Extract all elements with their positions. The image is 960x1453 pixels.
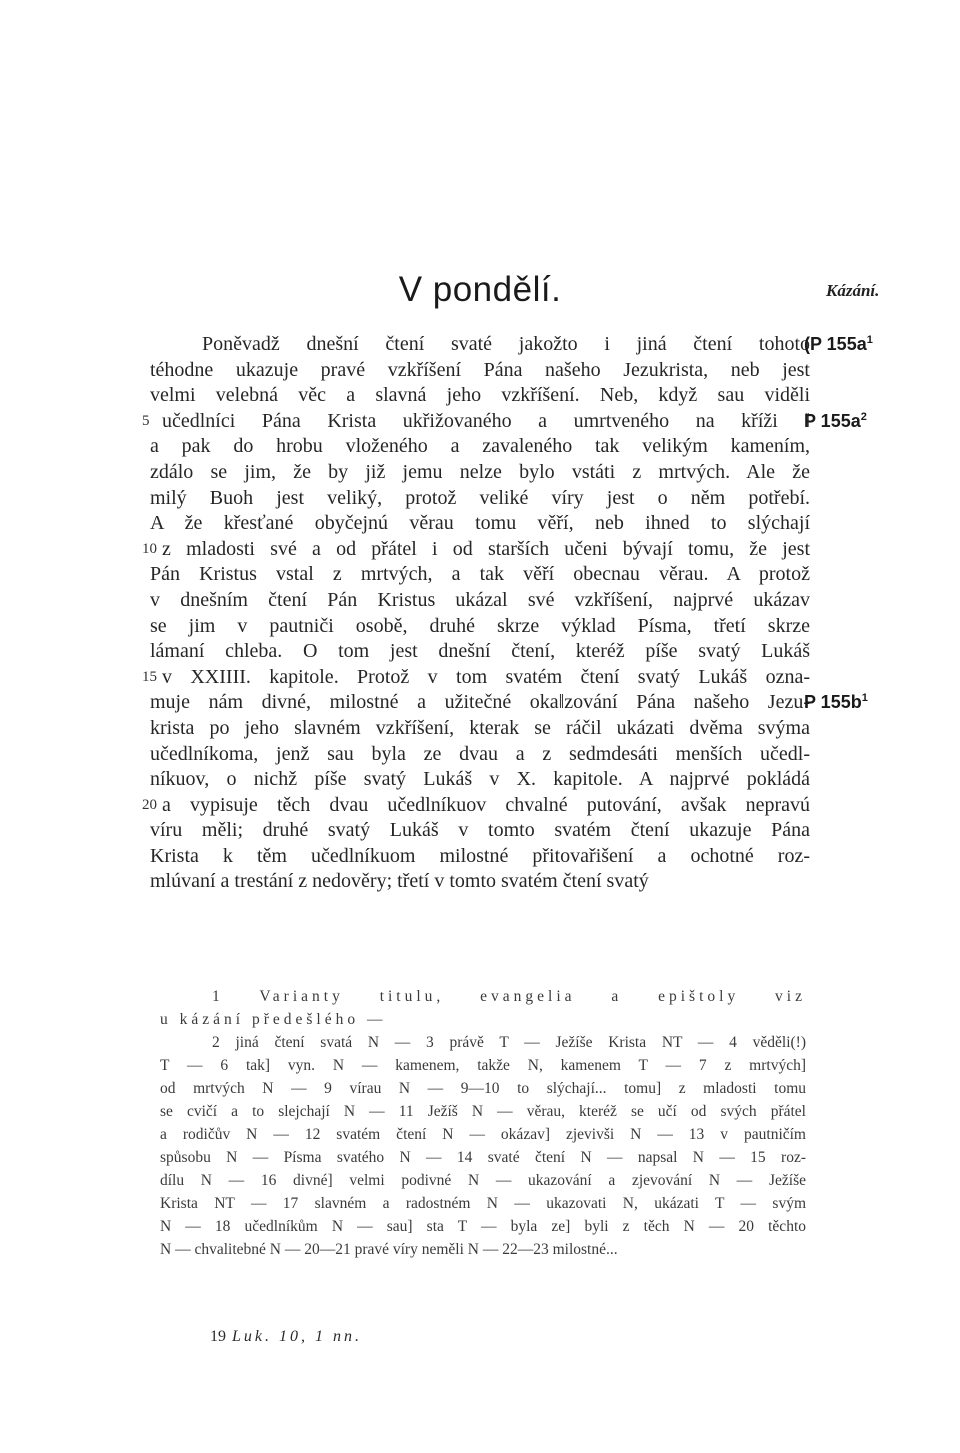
title-margin-note: Kázání. — [826, 281, 880, 300]
line-number: 20 — [142, 796, 157, 813]
text-line-content: zdálo se jim, že by již jemu nelze bylo vstáti z mrtvých. Ale že — [150, 460, 810, 483]
footnote-line: a rodičův N — 12 svatém čtení N — okázav] zjevivši N — 13 v pautničím — [160, 1126, 806, 1143]
footnote-line: T — 6 tak] vyn. N — kamenem, takže N, kamenem T — 7 z mrtvých] — [160, 1057, 806, 1074]
manuscript-page-reference — [804, 411, 867, 432]
text-line-content: milý Buoh jest veliký, protož veliké víry jest o něm potřebí. — [150, 486, 810, 509]
manuscript-page-label: P 155a — [804, 410, 861, 431]
text-line — [150, 844, 810, 870]
footnote-line: dílu N — 16 divné] velmi podivné N — ukazování a zjevování N — Ježíše — [160, 1172, 806, 1189]
manuscript-page-label: (P 155a — [804, 334, 867, 354]
line-number: 15 — [142, 668, 157, 685]
text-line — [150, 869, 810, 895]
text-line-content: z mladosti své a od přátel i od starších učeni bývají tomu, že jest — [162, 537, 810, 560]
manuscript-page-reference — [804, 334, 873, 355]
text-line — [150, 332, 810, 358]
text-line — [150, 383, 810, 409]
footnote-line: 2 jiná čtení svatá N — 3 právě T — Ježíše Krista NT — 4 věděli(!) — [212, 1034, 806, 1051]
text-line — [142, 537, 810, 563]
text-line — [150, 716, 810, 742]
footnote-line: N — chvalitebné N — 20—21 pravé víry neměli N — 22—23 milostné... — [160, 1241, 618, 1258]
text-line-content: muje nám divné, milostné a užitečné oka‖zování Pána našeho Jezu- — [150, 691, 810, 714]
text-line — [142, 793, 810, 819]
line-number: 5 — [142, 412, 150, 429]
manuscript-page-sup: 1 — [866, 334, 873, 346]
text-line-content: a pak do hrobu vloženého a zavaleného tak velikým kamením, — [150, 435, 810, 458]
text-line-content: se jim v pautniči osobě, druhé skrze výklad Písma, třetí skrze — [150, 614, 810, 637]
footnotes — [160, 985, 806, 1261]
footnote-reference-number: 19 — [210, 1328, 226, 1345]
line-number: 10 — [142, 540, 157, 557]
footnote-line: N — 18 učedlníkům N — sau] sta T — byla ze] byli z těch N — 20 těchto — [160, 1218, 806, 1235]
footnote-reference-text: Luk. 10, 1 nn. — [232, 1328, 362, 1345]
text-line-content: Pán Kristus vstal z mrtvých, a tak věří obecnau věrau. A protož — [150, 563, 810, 586]
text-line-content: krista po jeho slavném vzkříšení, kterak se ráčil ukázati dvěma svýma — [150, 716, 810, 739]
text-line — [150, 742, 810, 768]
text-line — [150, 639, 810, 665]
text-line — [150, 434, 810, 460]
page-title: V pondělí. — [398, 270, 562, 309]
text-line — [150, 767, 810, 793]
text-line — [150, 588, 810, 614]
footnote-line: spůsobu N — Písma svatého N — 14 svaté čtení N — napsal N — 15 roz- — [160, 1149, 806, 1166]
text-line-content: velmi velebná věc a slavná jeho vzkříšení. Neb, když sau viděli — [150, 384, 810, 407]
text-line — [150, 460, 810, 486]
text-line-content: Krista k těm učedlníkuom milostné přitovařišení a ochotné roz- — [150, 844, 810, 867]
text-line-content: a vypisuje těch dvau učedlníkuov chvalné putování, avšak nepravú — [162, 793, 810, 816]
manuscript-page-sup: 1 — [861, 692, 868, 705]
text-line — [150, 358, 810, 384]
text-line-content: víru měli; druhé svatý Lukáš v tomto svatém čtení ukazuje Pána — [150, 819, 810, 842]
text-line — [142, 409, 810, 435]
text-line — [150, 818, 810, 844]
text-line — [150, 486, 810, 512]
text-line-content: A že křesťané obyčejnú věrau tomu věří, neb ihned to slýchají — [150, 512, 810, 535]
text-line-content: učedlníkoma, jenž sau byla ze dvau a z sedmdesáti menších učedl- — [150, 742, 810, 765]
text-line-content: v dnešním čtení Pán Kristus ukázal své vzkříšení, najprvé ukázav — [150, 588, 810, 611]
manuscript-page-sup: 2 — [860, 410, 867, 423]
text-line — [150, 614, 810, 640]
footnote-line: 1 Varianty titulu, evangelia a epištoly viz — [212, 988, 806, 1005]
text-line — [150, 562, 810, 588]
text-line-content: lámaní chleba. O tom jest dnešní čtení, kteréž píše svatý Lukáš — [150, 640, 810, 663]
footnote-reference — [210, 1328, 362, 1346]
text-line-content: Poněvadž dnešní čtení svaté jakožto i jiná čtení tohoto — [202, 333, 810, 355]
text-line-content: v XXIIII. kapitole. Protož v tom svatém čtení svatý Lukáš ozna- — [162, 665, 810, 688]
main-text — [142, 332, 810, 895]
text-line — [142, 665, 810, 691]
text-line-content: níkuov, o nichž píše svatý Lukáš v X. kapitole. A najprvé pokládá — [150, 768, 810, 791]
text-line-content: mlúvaní a trestání z nedověry; třetí v tomto svatém čtení svatý — [150, 870, 649, 893]
text-line — [150, 511, 810, 537]
text-line-content: učedlníci Pána Krista ukřižovaného a umrtveného na kříži ‖ — [162, 409, 810, 432]
footnote-line: se cvičí a to slejchají N — 11 Ježíš N — věrau, kteréž se učí od svých přátel — [160, 1103, 806, 1120]
text-line — [150, 690, 810, 716]
manuscript-page-reference — [804, 692, 868, 713]
manuscript-page-label: P 155b — [804, 692, 862, 713]
text-line-content: téhodne ukazuje pravé vzkříšení Pána našeho Jezukrista, neb jest — [150, 358, 810, 381]
footnote-line: od mrtvých N — 9 vírau N — 9—10 to slýchají... tomu] z mladosti tomu — [160, 1080, 806, 1097]
footnote-line: u kázání předešlého — — [160, 1011, 387, 1028]
footnote-line: Krista NT — 17 slavném a radostném N — ukazovati N, ukázati T — svým — [160, 1195, 806, 1212]
